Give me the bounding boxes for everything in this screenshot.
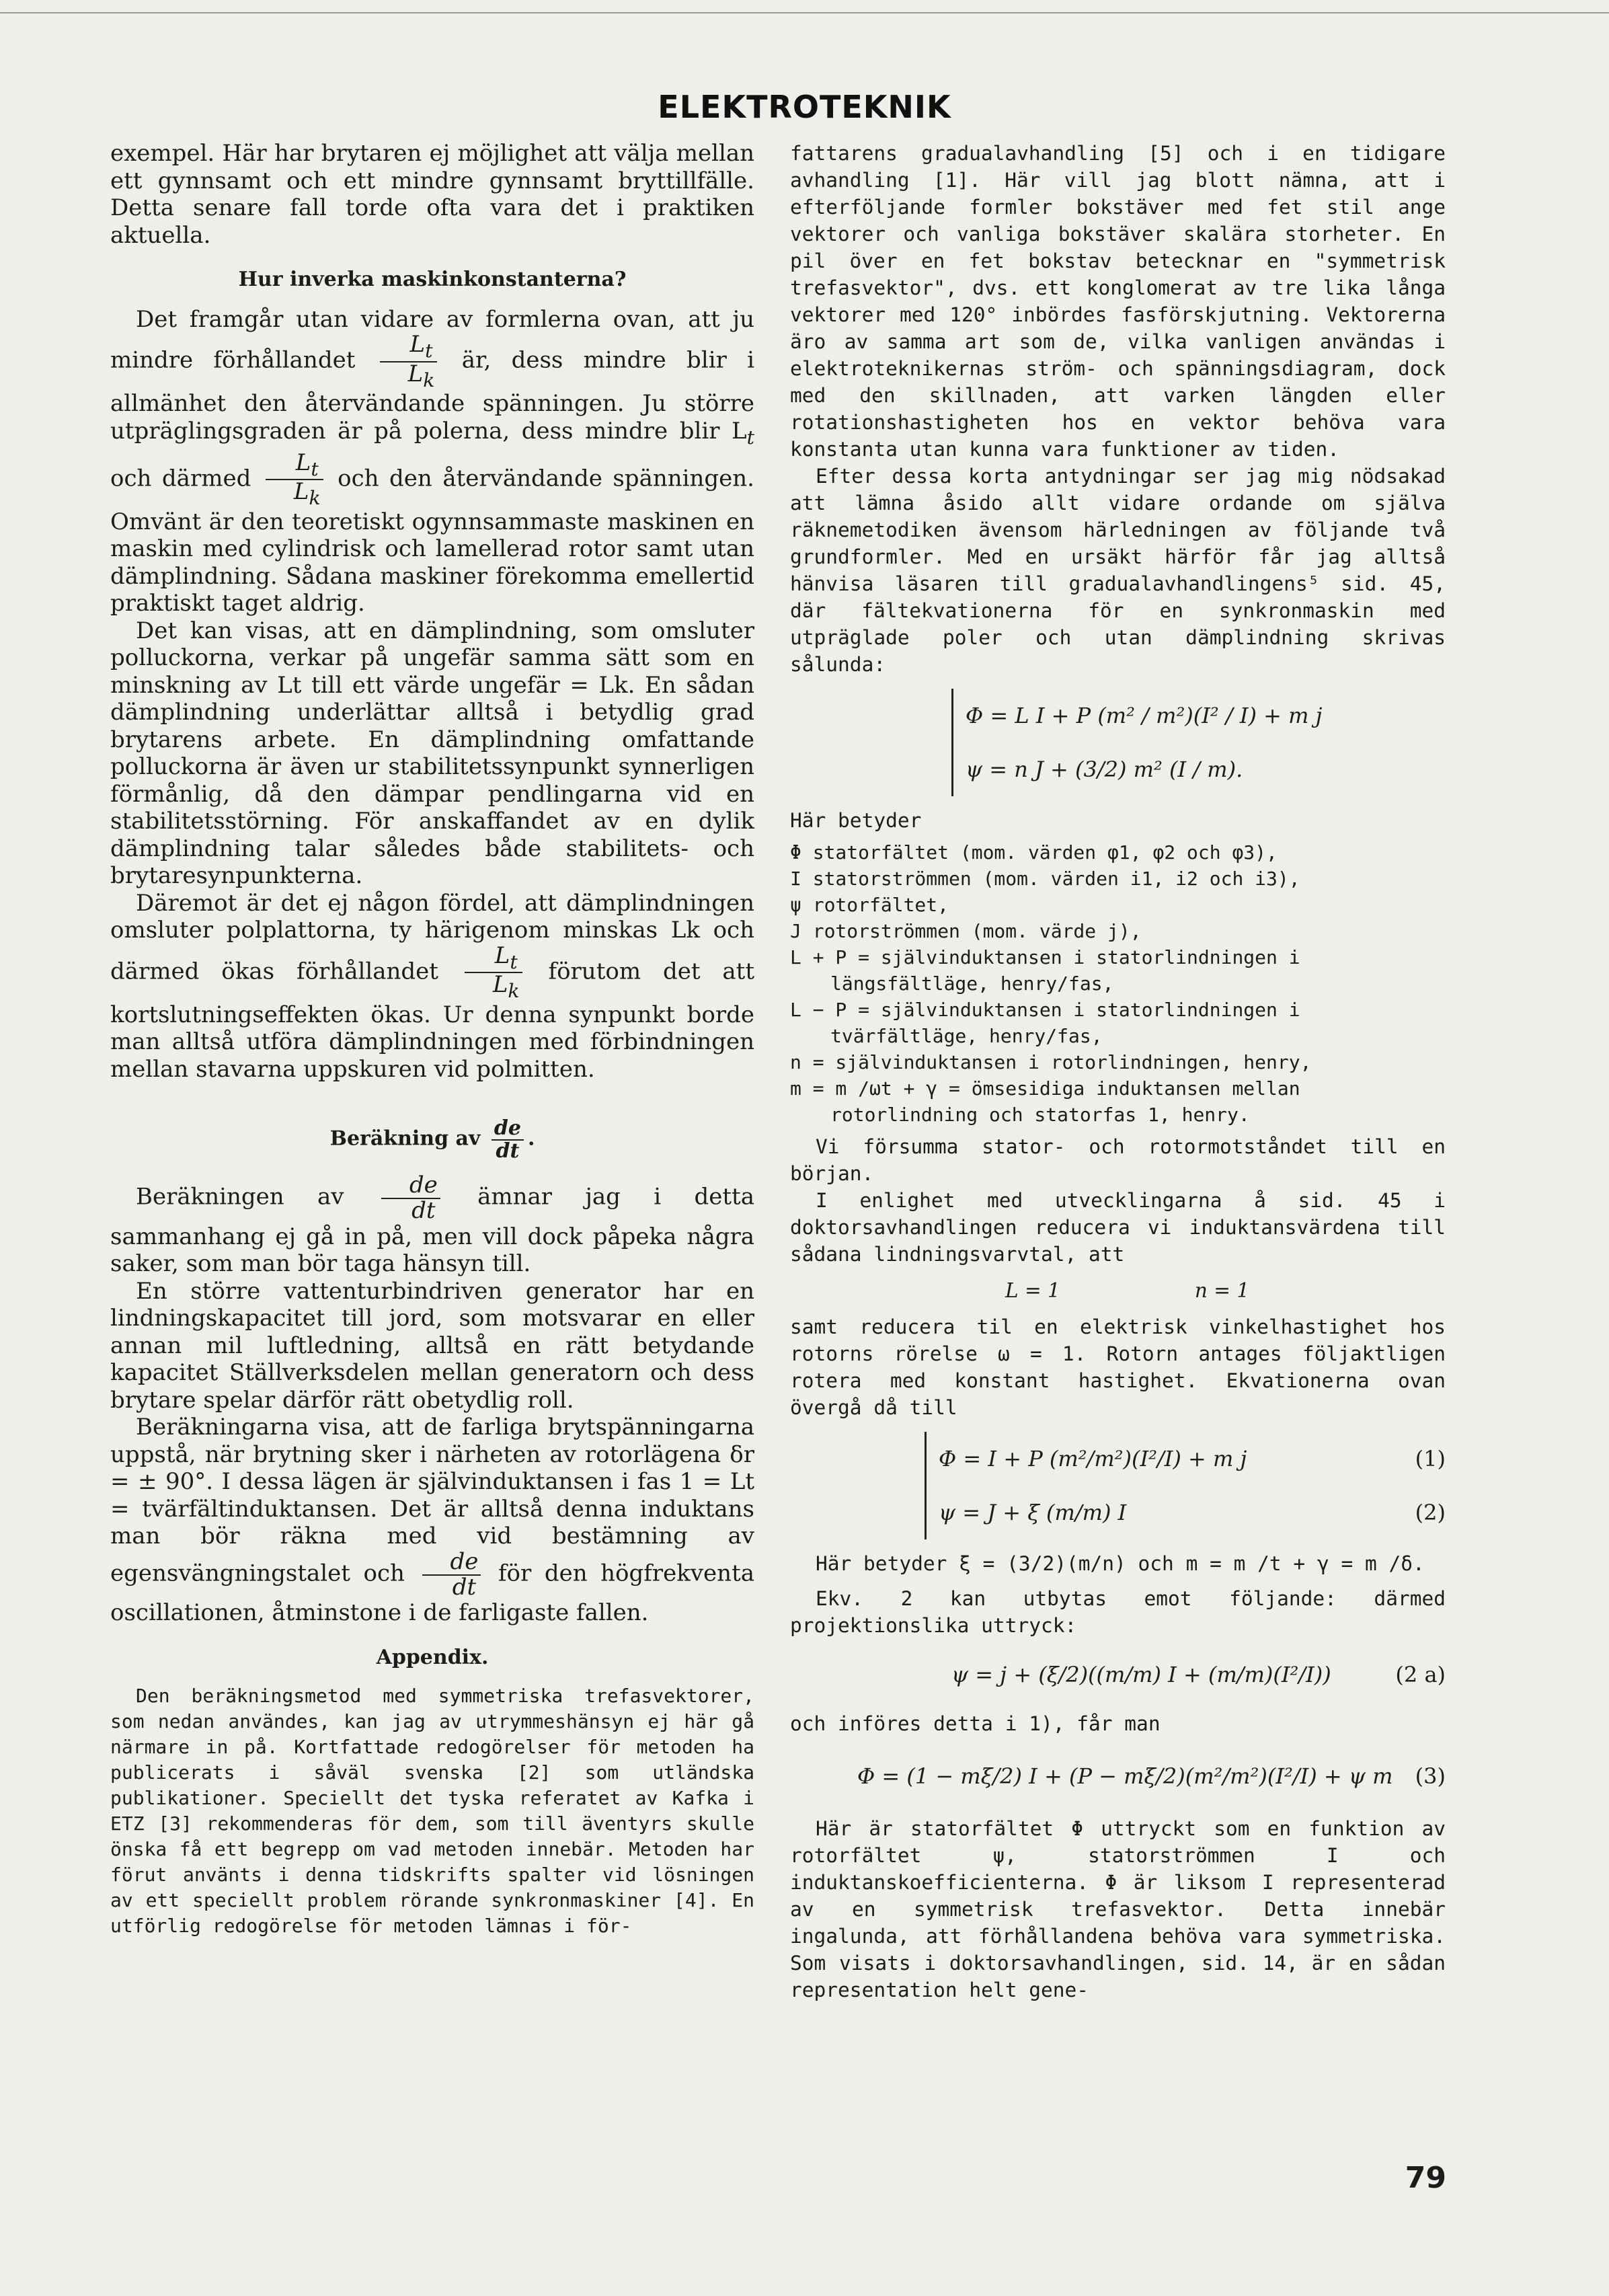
paragraph [110,890,754,1083]
fraction-lt-lk: $\frac{L_t}{L_k}$ [465,944,522,1001]
equation: Φ = L I + P (m² / m²)(I² / I) + m j [966,703,1323,728]
definition-item: n = självinduktansen i rotorlindningen, henry, [790,1051,1312,1073]
text: för den högfrekventa oscillationen, åtminstone i de farligaste fallen. [110,1560,755,1627]
fraction-de-dt: $\frac{de}{dt}$ [492,1118,524,1161]
definition-list [790,839,1446,1128]
fraction-de-dt: $\frac{de}{dt}$ [381,1174,440,1223]
definition-item: L + P = självinduktansen i statorlindningen i längsfältläge, henry/fas, [790,946,1300,995]
equation-number: (2 a) [1395,1662,1446,1687]
equation-system [925,1432,1446,1539]
paragraph: Här betyder ξ = (3/2)(m/n) och m = m /t + γ = m /δ. [816,1552,1425,1575]
text: Beräkningen av [136,1184,344,1211]
equation: n = 1 [1194,1279,1250,1302]
paragraph [110,1414,754,1626]
equation-text: ψ = j + (ξ/2)((m/m) I + (m/m)(I²/I)) [951,1662,1331,1687]
paragraph: fattarens gradualavhandling [5] och i en tidigare avhandling [1]. Här vill jag blott nämna, att i efterföljande formler bokstäver med fet stil ange vektorer och vanliga bokstäver skalära storheter. En pil över en fet bokstav betecknar en "symmetrisk trefasvektor", dvs. ett konglomerat av tre lika långa vektorer med 120° inbördes fasförskjutning. Vektorerna äro av samma art som de, vilka vanligen användas i elektroteknikernas ström- och spänningsdiagram, dock med den skillnaden, att varken längden eller rotationshastigheten hos en vektor behöva vara konstanta utan kunna vara funktioner av tiden. [790,142,1446,461]
equation-number: (1) [1415,1446,1446,1471]
paragraph: samt reducera til en elektrisk vinkelhastighet hos rotorns rörelse ω = 1. Rotorn antages följaktligen rotera med konstant hastighet. Ekvationerna ovan övergå då till [790,1315,1446,1419]
top-rule [0,12,1609,13]
equation-row [1005,1277,1446,1304]
paragraph: Det kan visas, att en dämplindning, som omsluter polluckorna, verkar på ungefär samma sätt som en minskning av Lt till ett värde ungefär = Lk. En sådan dämplindning underlättar alltså i betydlig grad brytarens arbete. En dämplindning omfattande polluckorna är även ur stabilitetssynpunkt synnerligen förmånlig, då den dämpar pendlingarna vid en stabilitetsstörning. För anskaffandet av en dylik dämplindning talar således både stabilitets- och brytaresynpunkterna. [110,617,754,890]
equation [939,1486,1446,1539]
section-heading: Hur inverka maskinkonstanterna? [238,268,627,291]
right-column [790,140,1446,2003]
definition-item: I statorströmmen (mom. värden i1, i2 och i3), [790,868,1300,890]
paragraph [110,1174,754,1277]
paragraph: Ekv. 2 kan utbytas emot följande: därmed projektionslika uttryck: [790,1587,1446,1637]
paragraph: Vi försumma stator- och rotormotståndet till en början. [790,1135,1446,1185]
equation-number: (2) [1415,1500,1446,1525]
equation-number: (3) [1415,1763,1446,1789]
paragraph: och införes detta i 1), får man [790,1712,1161,1735]
text: ämnar jag i detta sammanhang ej gå in på, men vill dock påpeka några saker, som man bör taga hänsyn till. [110,1184,754,1278]
text: och därmed [110,465,251,492]
text: förutom det att kortslutningseffekten ökas. Ur denna synpunkt borde man alltså utföra dämplindningen med förbindningen mellan stavarna uppskuren vid polmitten. [110,958,755,1083]
equation [951,1651,1446,1698]
paragraph: Här betyder [790,809,922,832]
definition-item: m = m /ωt + γ = ömsesidiga induktansen mellan rotorlindning och statorfas 1, henry. [790,1077,1300,1126]
section-heading: Beräkning av $\frac{de}{dt}$ . [329,1116,535,1163]
equation-text: Φ = I + P (m²/m²)(I²/I) + m j [939,1446,1247,1471]
page-number: 79 [1405,2161,1446,2195]
definition-item: ψ rotorfältet, [790,894,949,916]
fraction-lt-lk: $\frac{L_t}{L_k}$ [380,333,438,390]
equation-text: ψ = J + ξ (m/m) I [939,1500,1127,1525]
equation-system [951,689,1446,796]
equation [857,1749,1446,1803]
equation-text: Φ = (1 − mξ/2) I + (P − mξ/2)(m²/m²)(I²/I) + ψ m [857,1763,1393,1789]
text: Beräkning av [329,1126,481,1151]
paragraph: Den beräkningsmetod med symmetriska trefasvektorer, som nedan användes, kan jag av utrymmeshänsyn ej här gå närmare in på. Kortfattade redogörelser för metoden ha publicerats i såväl svenska [2] som utländska publikationer. Speciellt det tyska referatet av Kafka i ETZ [3] rekommenderas för dem, som till äventyrs skulle önska få ett begrepp om vad metoden innebär. Metoden har förut använts i denna tidskrifts spalter vid lösningen av ett speciellt problem rörande synkronmaskiner [4]. En utförlig redogörelse för metoden lämnas i för- [110,1685,754,1938]
fraction-lt-lk: $\frac{L_t}{L_k}$ [266,451,323,508]
paragraph: En större vattenturbindriven generator har en lindningskapacitet till jord, som motsvarar en eller annan mil luftledning, alltså en rätt betydande kapacitet Ställverksdelen mellan generatorn och dess brytare spelar därför rätt obetydlig roll. [110,1277,754,1414]
text: och den återvändande spänningen. Omvänt är den teoretiskt ogynnsammaste maskinen en maskin med cylindrisk och lamellerad rotor samt utan dämplindning. Sådana maskiner förekomma emellertid praktiskt taget aldrig. [110,465,754,617]
equation: ψ = n J + (3/2) m² (I / m). [966,757,1243,782]
equation [939,1432,1446,1486]
paragraph: Efter dessa korta antydningar ser jag mig nödsakad att lämna åsido allt vidare ordande om själva räknemetodiken ävensom härledningen av följande två grundformler. Med en ursäkt härför får jag alltså hänvisa läsaren till gradualavhandlingens⁵ sid. 45, där fältekvationerna för en synkronmaskin med utpräglade poler och utan dämplindning skrivas sålunda: [790,465,1446,676]
text: Beräkningarna visa, att de farliga brytspänningarna uppstå, när brytning sker i närheten av rotorlägena δr = ± 90°. I dessa lägen är självinduktansen i fas 1 = Lt = tvärfältinduktansen. Det är alltså denna induktans man bör räkna med vid bestämning av egensvängningstalet och [110,1414,754,1587]
journal-header: ELEKTROTEKNIK [658,89,951,125]
text: Det framgår utan vidare av formlerna ovan, att ju mindre förhållandet [110,305,754,374]
text: Däremot är det ej någon fördel, att dämplindningen omsluter polplattorna, ty härigenom minskas Lk och därmed ökas förhållandet [110,889,754,985]
left-column [110,140,754,1939]
fraction-de-dt: $\frac{de}{dt}$ [422,1550,481,1599]
section-heading: Appendix. [376,1645,489,1669]
paragraph: I enlighet med utvecklingarna å sid. 45 i doktorsavhandlingen reducera vi induktansvärdena till sådana lindningsvarvtal, att [790,1189,1446,1266]
definition-item: J rotorströmmen (mom. värde j), [790,920,1142,942]
paragraph: Det framgår utan vidare av formlerna ovan, att ju mindre förhållandet $\frac{L_t}{L_k}$ är, dess mindre blir i allmänhet den återvändande spänningen. Ju större utpräglingsgraden är på polerna, dess mindre blir $L_t$ och därmed $\frac{L_t}{L_k}$ och den återvändande spänningen. Omvänt är den teoretiskt ogynnsammaste maskinen en maskin med cylindrisk och lamellerad rotor samt utan dämplindning. Sådana maskiner förekomma emellertid praktiskt taget aldrig. [110,305,754,617]
equation: L = 1 [1005,1279,1060,1302]
text: är, dess mindre blir i allmänhet den återvändande spänningen. Ju större utpräglingsgraden är på polerna, dess mindre blir L [110,346,754,445]
paragraph: Här är statorfältet Φ uttryckt som en funktion av rotorfältet ψ, statorströmmen I och induktanskoefficienterna. Φ är liksom I representerad av en symmetrisk trefasvektor. Detta innebär ingalunda, att förhållandena behöva vara symmetriska. Som visats i doktorsavhandlingen, sid. 14, är en sådan representation helt gene- [790,1817,1446,2001]
definition-item: L − P = självinduktansen i statorlindningen i tvärfältläge, henry/fas, [790,999,1300,1047]
paragraph: exempel. Här har brytaren ej möjlighet att välja mellan ett gynnsamt och ett mindre gynnsamt bryttillfälle. Detta senare fall torde ofta vara det i praktiken aktuella. [110,140,754,249]
definition-item: Φ statorfältet (mom. värden φ1, φ2 och φ3), [790,841,1278,864]
